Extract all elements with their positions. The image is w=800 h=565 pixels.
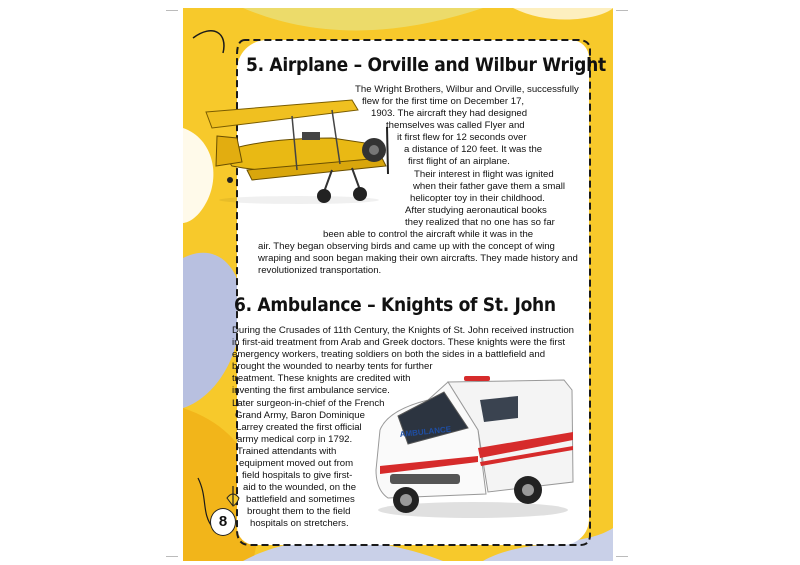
text-line: brought them to the field bbox=[247, 506, 351, 517]
crop-mark bbox=[616, 10, 628, 11]
text-line: in first-aid treatment from Arab and Greek doctors. These knights were the first bbox=[232, 337, 566, 348]
text-line: battlefield and sometimes bbox=[246, 494, 355, 505]
svg-text:AMBULANCE: AMBULANCE bbox=[399, 424, 452, 439]
text-line: Grand Army, Baron Dominique bbox=[235, 410, 365, 421]
text-line: hospitals on stretchers. bbox=[250, 518, 349, 529]
text-line: brought the wounded to nearby tents for further bbox=[232, 361, 433, 372]
text-line: treatment. These knights are credited with bbox=[232, 373, 411, 384]
ambulance-image bbox=[368, 370, 580, 520]
text-line: wraping and soon began making their own aircrafts. They made history and bbox=[258, 253, 578, 264]
text-line: Their interest in flight was ignited bbox=[414, 169, 554, 180]
text-line: it first flew for 12 seconds over bbox=[397, 132, 527, 143]
crop-mark bbox=[166, 556, 178, 557]
text-line: During the Crusades of 11th Century, the Knights of St. John received instruction bbox=[232, 325, 575, 336]
page-number: 8 bbox=[210, 508, 236, 536]
text-line: helicopter toy in their childhood. bbox=[410, 193, 545, 204]
text-line: themselves was called Flyer and bbox=[386, 120, 525, 131]
section-5-title: 5. Airplane – Orville and Wilbur Wright bbox=[246, 54, 606, 76]
text-line: 1903. The aircraft they had designed bbox=[371, 108, 528, 119]
text-line: when their father gave them a small bbox=[413, 181, 565, 192]
section-6-title: 6. Ambulance – Knights of St. John bbox=[234, 294, 556, 316]
text-line: field hospitals to give first- bbox=[242, 470, 353, 481]
text-line: they realized that no one has so far bbox=[405, 217, 555, 228]
text-line: equipment moved out from bbox=[239, 458, 354, 469]
text-line: The Wright Brothers, Wilbur and Orville, successfully bbox=[355, 84, 579, 95]
text-line: been able to control the aircraft while it was in the bbox=[323, 229, 534, 240]
text-line: air. They began observing birds and came up with the concept of wing bbox=[258, 241, 555, 252]
text-line: army medical corp in 1792. bbox=[237, 434, 353, 445]
text-line: a distance of 120 feet. It was the bbox=[404, 144, 543, 155]
text-line: Trained attendants with bbox=[237, 446, 337, 457]
text-line: Later surgeon-in-chief of the French bbox=[232, 398, 385, 409]
text-line: After studying aeronautical books bbox=[405, 205, 547, 216]
text-line: Larrey created the first official bbox=[236, 422, 362, 433]
text-line: flew for the first time on December 17, bbox=[362, 96, 525, 107]
text-line: emergency workers, treating soldiers on both the sides in a battlefield and bbox=[232, 349, 546, 360]
text-line: aid to the wounded, on the bbox=[243, 482, 357, 493]
crop-mark bbox=[166, 10, 178, 11]
crop-mark bbox=[616, 556, 628, 557]
text-line: inventing the first ambulance service. bbox=[232, 385, 390, 396]
text-line: revolutionized transportation. bbox=[258, 265, 382, 276]
text-line: first flight of an airplane. bbox=[408, 156, 510, 167]
